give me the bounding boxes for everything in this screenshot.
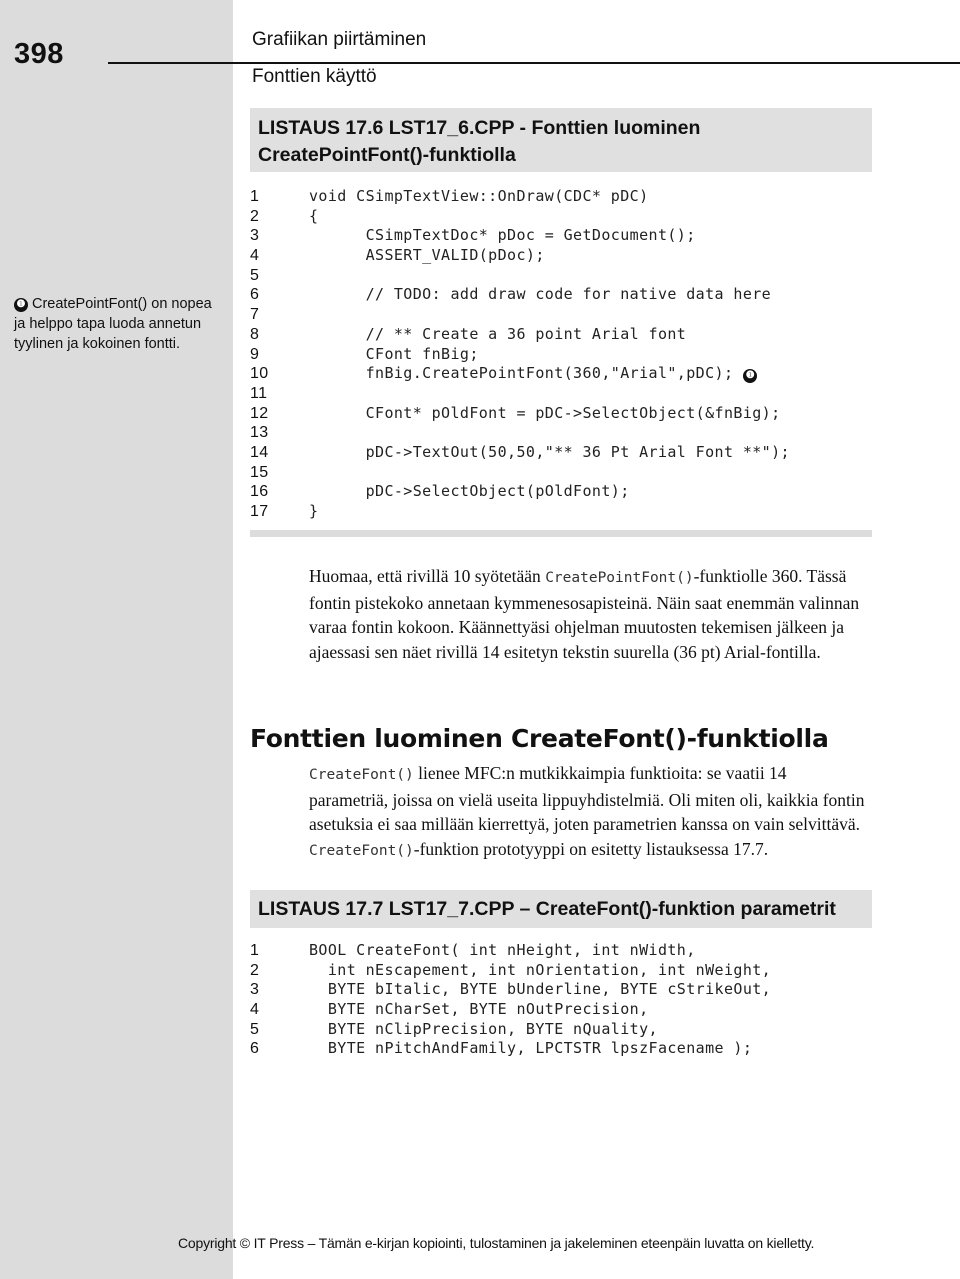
line-number: 2 <box>250 961 260 979</box>
code-text: CSimpTextDoc* pDoc = GetDocument(); <box>309 226 696 245</box>
line-number: 14 <box>250 443 269 461</box>
code-text: fnBig.CreatePointFont(360,"Arial",pDC); <box>309 364 734 383</box>
code-line <box>250 207 790 227</box>
code-text: CFont* pOldFont = pDC->SelectObject(&fnBig); <box>309 403 781 422</box>
code-text: ASSERT_VALID(pDoc); <box>309 246 545 265</box>
paragraph-2 <box>309 761 869 863</box>
line-number: 13 <box>250 424 269 442</box>
page-number: 398 <box>14 38 64 70</box>
line-number: 16 <box>250 483 269 501</box>
code-text: int nEscapement, int nOrientation, int nWeight, <box>309 960 772 979</box>
line-number: 1 <box>250 188 260 205</box>
code-text: { <box>309 206 319 225</box>
code-line <box>250 364 790 384</box>
paragraph-2-text: -funktion prototyyppi on esitetty listauksessa 17.7. <box>413 838 769 859</box>
chapter-title: Grafiikan piirtäminen <box>252 29 427 50</box>
paragraph-2-text: lienee MFC:n mutkikkaimpia funktioita: se vaatii 14 parametriä, joissa on vielä useita lippuyhdistelmiä. Oli miten oli, kaikkia fontin asetuksia ei saa millään kierrettyä, joten parametrien kanssa on vain selvittävä. <box>309 763 865 835</box>
code-line <box>250 980 771 1000</box>
section-title: Fonttien käyttö <box>252 66 377 87</box>
listing-title-text: LISTAUS 17.7 LST17_7.CPP – CreateFont()-funktion parametrit <box>258 898 836 920</box>
line-number: 2 <box>250 207 260 225</box>
code-text: BYTE nClipPrecision, BYTE nQuality, <box>309 1019 658 1038</box>
page-margin-sidebar <box>0 0 233 1279</box>
paragraph-1-text: Huomaa, että rivillä 10 syötetään <box>309 566 546 586</box>
line-number: 6 <box>250 286 260 304</box>
code-text: BYTE nPitchAndFamily, LPCTSTR lpszFacename ); <box>309 1039 753 1058</box>
line-number: 9 <box>250 345 260 363</box>
code-line <box>250 384 790 404</box>
header-rule <box>108 62 960 64</box>
code-text: pDC->SelectObject(pOldFont); <box>309 482 630 501</box>
code-line <box>250 443 790 463</box>
line-number: 3 <box>250 981 260 999</box>
code-line <box>250 463 790 483</box>
code-line <box>250 266 790 286</box>
line-number: 10 <box>250 365 269 383</box>
section-heading: Fonttien luominen CreateFont()-funktiolla <box>250 724 829 753</box>
line-number: 1 <box>250 942 260 959</box>
inline-code: CreateFont() <box>309 842 414 859</box>
code-line <box>250 423 790 443</box>
inline-code: CreatePointFont() <box>545 570 694 586</box>
code-text: BOOL CreateFont( int nHeight, int nWidth, <box>309 941 696 959</box>
code-line <box>250 482 790 502</box>
code-text: CFont fnBig; <box>309 344 479 363</box>
paragraph-1 <box>309 564 869 664</box>
line-number: 8 <box>250 325 260 343</box>
code-text: void CSimpTextView::OnDraw(CDC* pDC) <box>309 187 649 205</box>
code-line <box>250 305 790 325</box>
code-text: // ** Create a 36 point Arial font <box>309 324 687 343</box>
listing-title-17-6 <box>250 108 872 172</box>
line-number: 3 <box>250 227 260 245</box>
code-line <box>250 246 790 266</box>
code-text: // TODO: add draw code for native data here <box>309 285 772 304</box>
code-line <box>250 502 790 522</box>
line-number: 4 <box>250 247 260 265</box>
paragraph-1-text: -funktiolle 360. Tässä fontin pistekoko annetaan kymmenesosapisteinä. Näin saat enemmän valinnan varaa fontin kokoon. Käännettyäsi ohjelman muutosten tekemisen jälkeen ja ajaessasi sen näet rivillä 14 esitetyn tekstin suurella (36 pt) Arial-fontilla. <box>309 566 860 662</box>
code-line <box>250 345 790 365</box>
code-marker-icon: ❶ <box>743 369 757 383</box>
code-line <box>250 187 790 207</box>
code-line <box>250 1039 771 1059</box>
note-marker-icon: ❶ <box>14 298 28 312</box>
code-line <box>250 404 790 424</box>
code-line <box>250 961 771 981</box>
line-number: 5 <box>250 266 260 284</box>
line-number: 15 <box>250 463 269 481</box>
code-listing-17-6 <box>250 187 790 522</box>
listing-title-line1: LISTAUS 17.6 LST17_6.CPP - Fonttien luominen <box>258 117 701 139</box>
code-text: } <box>309 502 319 520</box>
line-number: 7 <box>250 306 260 324</box>
listing-end-rule <box>250 530 872 537</box>
code-line <box>250 1020 771 1040</box>
line-number: 6 <box>250 1040 260 1058</box>
code-line <box>250 941 771 961</box>
code-listing-17-7 <box>250 941 771 1059</box>
code-line <box>250 1000 771 1020</box>
margin-note-text: CreatePointFont() on nopea ja helppo tapa luoda annetun tyylinen ja kokoinen fontti. <box>14 296 212 352</box>
line-number: 17 <box>250 503 269 520</box>
margin-note <box>14 294 224 354</box>
code-text: BYTE nCharSet, BYTE nOutPrecision, <box>309 1000 649 1019</box>
line-number: 11 <box>250 384 268 402</box>
line-number: 4 <box>250 1001 260 1019</box>
line-number: 12 <box>250 404 269 422</box>
line-number: 5 <box>250 1020 260 1038</box>
listing-title-line2: CreatePointFont()-funktiolla <box>258 144 516 166</box>
code-text: pDC->TextOut(50,50,"** 36 Pt Arial Font **"); <box>309 442 790 461</box>
copyright-footer: Copyright © IT Press – Tämän e-kirjan kopiointi, tulostaminen ja jakeleminen eteenpäin luvatta on kielletty. <box>178 1235 815 1251</box>
code-line <box>250 285 790 305</box>
code-line <box>250 325 790 345</box>
inline-code: CreateFont() <box>309 767 414 783</box>
code-line <box>250 226 790 246</box>
code-text: BYTE bItalic, BYTE bUnderline, BYTE cStrikeOut, <box>309 980 772 999</box>
listing-title-17-7 <box>250 890 872 928</box>
